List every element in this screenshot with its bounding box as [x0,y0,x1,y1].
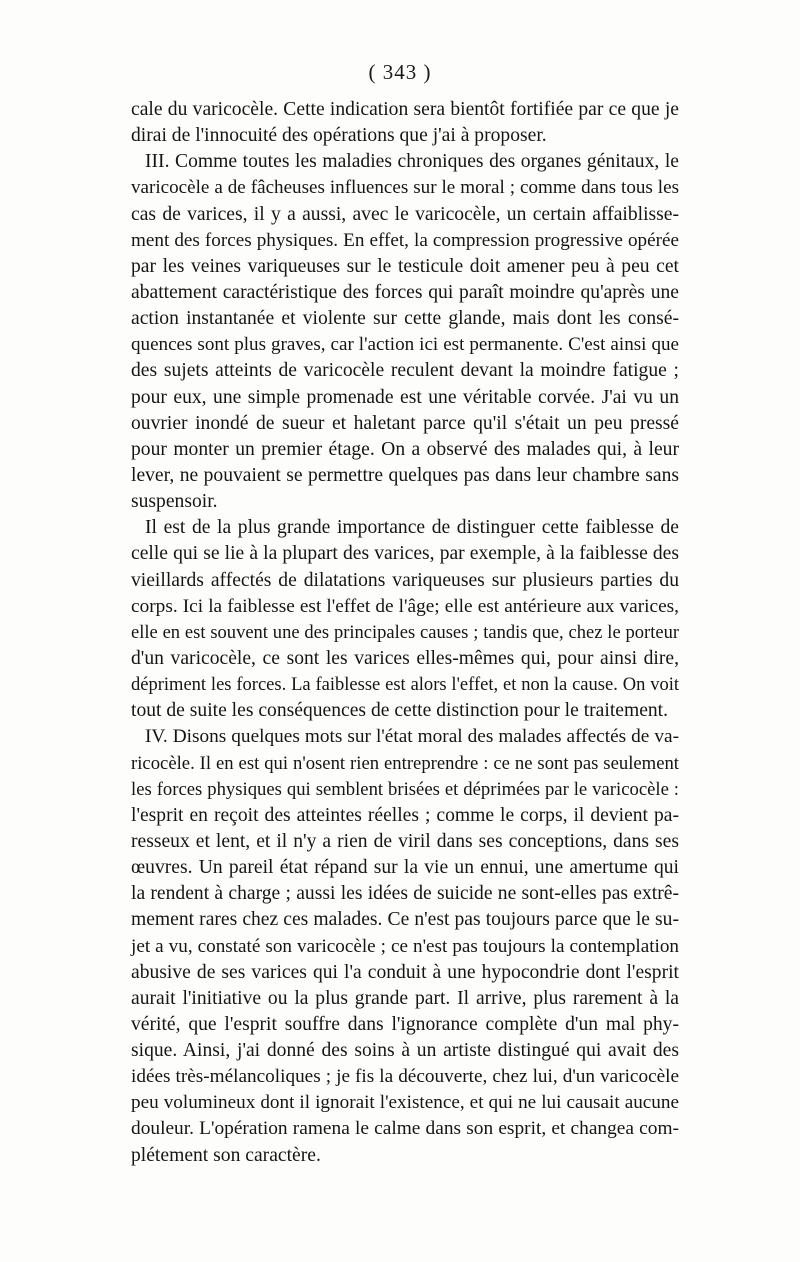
text-line: les forces physiques qui semblent brisées et déprimées par le varicocèle : [131,778,679,800]
text-line: mement rares chez ces malades. Ce n'est pas toujours parce que le su- [131,909,679,931]
body-text [131,97,679,1169]
text-line: la rendent à charge ; aussi les idées de suicide ne sont-elles pas extrê- [131,883,679,905]
text-line: III. Comme toutes les maladies chroniques des organes génitaux, le [145,151,679,173]
text-line: douleur. L'opération ramena le calme dans son esprit, et changea com- [131,1118,679,1140]
text-line: cale du varicocèle. Cette indication sera bientôt fortifiée par ce que je [131,99,679,120]
text-line: idées très-mélancoliques ; je fis la découverte, chez lui, d'un varicocèle [131,1066,679,1088]
text-line: pour monter un premier étage. On a observé des malades qui, à leur [131,438,679,460]
text-line: quences sont plus graves, car l'action ici est permanente. C'est ainsi que [131,334,679,356]
text-line: celle qui se lie à la plupart des varices, par exemple, à la faiblesse des [131,543,679,565]
text-line: dépriment les forces. La faiblesse est alors l'effet, et non la cause. On voit [131,674,679,696]
text-line: lever, ne pouvaient se permettre quelques pas dans leur chambre sans [131,464,679,486]
text-line: corps. Ici la faiblesse est l'effet de l'âge; elle est antérieure aux varices, [131,595,679,617]
text-line: action instantanée et violente sur cette glande, mais dont les consé- [131,308,679,330]
text-line: par les veines variqueuses sur le testicule doit amener peu à peu cet [131,255,679,277]
text-line: aurait l'initiative ou la plus grande part. Il arrive, plus rarement à la [131,987,679,1009]
text-line: ment des forces physiques. En effet, la compression progressive opérée [131,229,679,251]
text-line: cas de varices, il y a aussi, avec le varicocèle, un certain affaiblisse- [131,203,679,225]
text-line: ricocèle. Il en est qui n'osent rien entreprendre : ce ne sont pas seulement [131,752,679,774]
text-line: suspensoir. [131,491,218,513]
text-line: ouvrier inondé de sueur et haletant parce qu'il s'était un peu pressé [131,412,679,434]
text-line: l'esprit en reçoit des atteintes réelles ; comme le corps, il devient pa- [131,804,679,826]
text-line: Il est de la plus grande importance de distinguer cette faiblesse de [145,517,679,539]
text-line: sique. Ainsi, j'ai donné des soins à un artiste distingué qui avait des [131,1040,679,1062]
text-line: abattement caractéristique des forces qui paraît moindre qu'après une [131,281,679,303]
text-line: vieillards affectés de dilatations variqueuses sur plusieurs parties du [131,569,679,591]
text-line: elle en est souvent une des principales causes ; tandis que, chez le porteur [131,621,679,643]
text-line: vérité, que l'esprit souffre dans l'ignorance complète d'un mal phy- [131,1013,679,1035]
text-line: dirai de l'innocuité des opérations que j'ai à proposer. [131,125,547,147]
text-line: resseux et lent, et il n'y a rien de viril dans ses conceptions, dans ses [131,830,679,852]
page-number: ( 343 ) [368,60,432,84]
text-line: plétement son caractère. [131,1144,321,1166]
text-line: d'un varicocèle, ce sont les varices elles-mêmes qui, pour ainsi dire, [131,647,679,669]
text-line: varicocèle a de fâcheuses influences sur le moral ; comme dans tous les [131,177,679,199]
text-line: IV. Disons quelques mots sur l'état moral des malades affectés de va- [145,726,679,748]
text-line: peu volumineux dont il ignorait l'existence, et qui ne lui causait aucune [131,1092,679,1114]
text-line: des sujets atteints de varicocèle reculent devant la moindre fatigue ; [131,360,679,382]
text-line: abusive de ses varices qui l'a conduit à une hypocondrie dont l'esprit [131,961,679,983]
text-line: tout de suite les conséquences de cette distinction pour le traitement. [131,700,669,722]
text-line: pour eux, une simple promenade est une véritable corvée. J'ai vu un [131,386,679,408]
text-line: œuvres. Un pareil état répand sur la vie un ennui, une amertume qui [131,857,679,879]
text-line: jet a vu, constaté son varicocèle ; ce n'est pas toujours la contemplation [131,935,679,957]
